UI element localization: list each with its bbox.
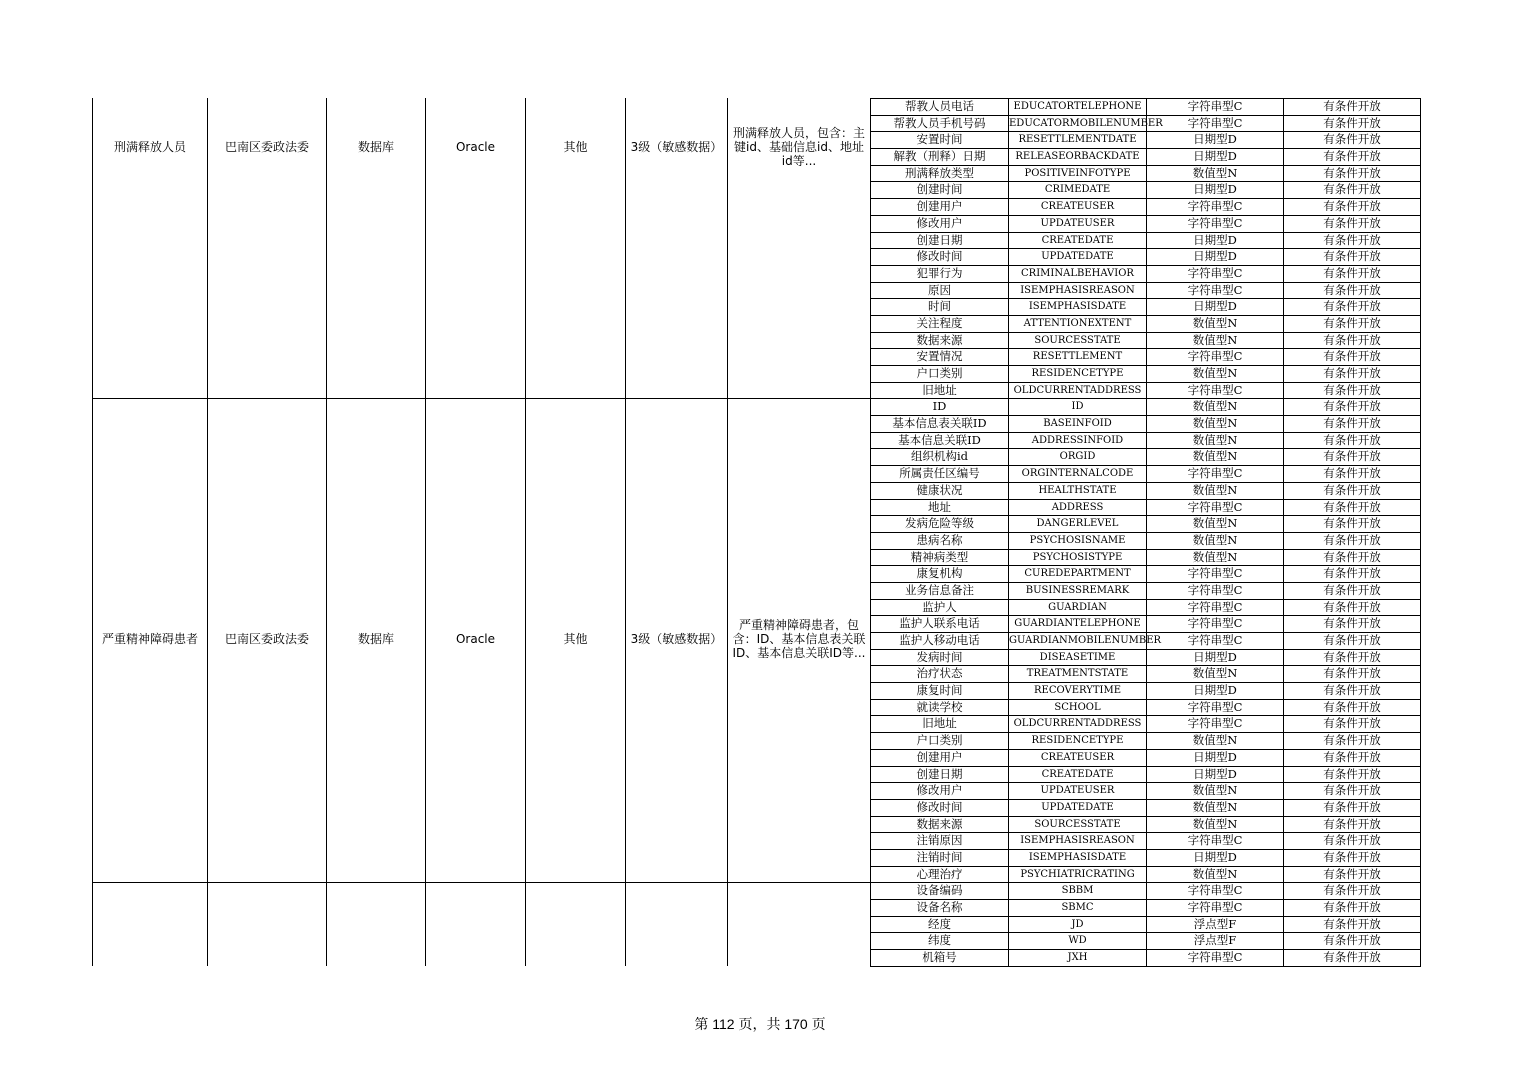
field-type: 日期型D [1147, 249, 1284, 265]
field-code: UPDATEDATE [1009, 249, 1147, 265]
field-open-status: 有条件开放 [1284, 917, 1421, 933]
field-type: 数值型N [1147, 533, 1284, 549]
field-code: CREATEDATE [1009, 233, 1147, 249]
field-code: SCHOOL [1009, 700, 1147, 716]
field-type: 字符串型C [1147, 99, 1284, 115]
field-row [871, 867, 1421, 884]
field-row [871, 600, 1421, 617]
record-department: 巴南区委政法委 [224, 140, 309, 154]
field-type: 数值型N [1147, 399, 1284, 415]
field-row [871, 333, 1421, 350]
field-row [871, 733, 1421, 750]
field-type: 字符串型C [1147, 116, 1284, 132]
record-category: 其他 [563, 140, 588, 154]
field-type: 字符串型C [1147, 566, 1284, 582]
field-type: 日期型D [1147, 850, 1284, 866]
field-type: 日期型D [1147, 182, 1284, 198]
field-open-status: 有条件开放 [1284, 716, 1421, 732]
field-open-status: 有条件开放 [1284, 366, 1421, 382]
field-code: RESETTLEMENTDATE [1009, 132, 1147, 148]
field-code: ID [1009, 399, 1147, 415]
field-code: CUREDEPARTMENT [1009, 566, 1147, 582]
field-type: 字符串型C [1147, 349, 1284, 365]
field-row [871, 950, 1421, 967]
field-type: 日期型D [1147, 650, 1284, 666]
field-type: 日期型D [1147, 233, 1284, 249]
field-open-status: 有条件开放 [1284, 216, 1421, 232]
field-open-status: 有条件开放 [1284, 199, 1421, 215]
field-code: BASEINFOID [1009, 416, 1147, 432]
field-open-status: 有条件开放 [1284, 233, 1421, 249]
field-row [871, 182, 1421, 199]
field-row [871, 166, 1421, 183]
field-row [871, 550, 1421, 567]
column-divider [727, 98, 728, 966]
field-open-status: 有条件开放 [1284, 399, 1421, 415]
field-open-status: 有条件开放 [1284, 316, 1421, 332]
field-code: ATTENTIONEXTENT [1009, 316, 1147, 332]
column-divider [207, 98, 208, 966]
field-type: 数值型N [1147, 783, 1284, 799]
field-chinese-name: 经度 [871, 917, 1009, 933]
record-description: 刑满释放人员，包含：主键id、基础信息id、地址id等... [732, 126, 865, 168]
field-open-status: 有条件开放 [1284, 583, 1421, 599]
field-open-status: 有条件开放 [1284, 449, 1421, 465]
field-row [871, 666, 1421, 683]
field-row [871, 116, 1421, 133]
field-type: 数值型N [1147, 433, 1284, 449]
field-type: 数值型N [1147, 316, 1284, 332]
column-divider [625, 98, 626, 966]
field-chinese-name: 纬度 [871, 933, 1009, 949]
column-divider [326, 98, 327, 966]
field-code: PSYCHOSISNAME [1009, 533, 1147, 549]
field-type: 数值型N [1147, 817, 1284, 833]
field-type: 字符串型C [1147, 883, 1284, 899]
field-row [871, 500, 1421, 517]
record-resource-type: 数据库 [357, 140, 394, 154]
field-row [871, 767, 1421, 784]
field-code: CREATEUSER [1009, 750, 1147, 766]
field-chinese-name: 基本信息关联ID [871, 433, 1009, 449]
field-open-status: 有条件开放 [1284, 132, 1421, 148]
field-code: CRIMEDATE [1009, 182, 1147, 198]
field-open-status: 有条件开放 [1284, 116, 1421, 132]
field-type: 字符串型C [1147, 600, 1284, 616]
field-code: POSITIVEINFOTYPE [1009, 166, 1147, 182]
field-code: CREATEDATE [1009, 767, 1147, 783]
field-code: OLDCURRENTADDRESS [1009, 383, 1147, 399]
column-divider [425, 98, 426, 966]
field-chinese-name: 就读学校 [871, 700, 1009, 716]
field-code: DANGERLEVEL [1009, 516, 1147, 532]
field-type: 浮点型F [1147, 933, 1284, 949]
field-type: 数值型N [1147, 333, 1284, 349]
field-row [871, 783, 1421, 800]
record-name: 严重精神障碍患者 [101, 632, 198, 646]
field-open-status: 有条件开放 [1284, 933, 1421, 949]
field-type: 字符串型C [1147, 283, 1284, 299]
field-open-status: 有条件开放 [1284, 850, 1421, 866]
field-code: ISEMPHASISDATE [1009, 850, 1147, 866]
field-code: WD [1009, 933, 1147, 949]
field-row [871, 399, 1421, 416]
field-chinese-name: 设备名称 [871, 900, 1009, 916]
field-open-status: 有条件开放 [1284, 767, 1421, 783]
field-code: OLDCURRENTADDRESS [1009, 716, 1147, 732]
field-chinese-name: 刑满释放类型 [871, 166, 1009, 182]
field-type: 字符串型C [1147, 950, 1284, 966]
field-row [871, 249, 1421, 266]
field-open-status: 有条件开放 [1284, 700, 1421, 716]
field-type: 数值型N [1147, 166, 1284, 182]
field-code: GUARDIANTELEPHONE [1009, 616, 1147, 632]
record-divider [92, 882, 870, 883]
record-description: 严重精神障碍患者，包含：ID、基本信息表关联ID、基本信息关联ID等... [732, 618, 866, 660]
field-chinese-name: 解教（刑释）日期 [871, 149, 1009, 165]
field-type: 字符串型C [1147, 199, 1284, 215]
field-chinese-name: ID [871, 399, 1009, 415]
field-chinese-name: 基本信息表关联ID [871, 416, 1009, 432]
field-chinese-name: 犯罪行为 [871, 266, 1009, 282]
field-chinese-name: 数据来源 [871, 817, 1009, 833]
field-chinese-name: 注销原因 [871, 833, 1009, 849]
field-row [871, 349, 1421, 366]
field-open-status: 有条件开放 [1284, 733, 1421, 749]
field-row [871, 917, 1421, 934]
field-code: SBMC [1009, 900, 1147, 916]
field-code: JD [1009, 917, 1147, 933]
field-code: BUSINESSREMARK [1009, 583, 1147, 599]
field-code: EDUCATORTELEPHONE [1009, 99, 1147, 115]
field-chinese-name: 心理治疗 [871, 867, 1009, 883]
field-chinese-name: 注销时间 [871, 850, 1009, 866]
field-open-status: 有条件开放 [1284, 99, 1421, 115]
record-system: Oracle [455, 632, 496, 646]
field-open-status: 有条件开放 [1284, 650, 1421, 666]
field-type: 数值型N [1147, 733, 1284, 749]
field-code: RECOVERYTIME [1009, 683, 1147, 699]
field-row [871, 800, 1421, 817]
field-chinese-name: 原因 [871, 283, 1009, 299]
field-chinese-name: 机箱号 [871, 950, 1009, 966]
field-open-status: 有条件开放 [1284, 383, 1421, 399]
field-chinese-name: 安置情况 [871, 349, 1009, 365]
field-open-status: 有条件开放 [1284, 533, 1421, 549]
field-type: 数值型N [1147, 666, 1284, 682]
field-type: 日期型D [1147, 132, 1284, 148]
field-row [871, 533, 1421, 550]
field-row [871, 132, 1421, 149]
field-chinese-name: 精神病类型 [871, 550, 1009, 566]
field-row [871, 750, 1421, 767]
field-chinese-name: 地址 [871, 500, 1009, 516]
field-code: UPDATEUSER [1009, 783, 1147, 799]
field-chinese-name: 康复时间 [871, 683, 1009, 699]
field-chinese-name: 户口类别 [871, 733, 1009, 749]
field-type: 数值型N [1147, 516, 1284, 532]
record-divider [92, 398, 870, 399]
field-type: 字符串型C [1147, 716, 1284, 732]
field-row [871, 566, 1421, 583]
field-type: 字符串型C [1147, 700, 1284, 716]
field-code: ISEMPHASISREASON [1009, 283, 1147, 299]
field-type: 数值型N [1147, 800, 1284, 816]
field-chinese-name: 监护人 [871, 600, 1009, 616]
field-code: SOURCESSTATE [1009, 333, 1147, 349]
field-chinese-name: 所属责任区编号 [871, 466, 1009, 482]
field-open-status: 有条件开放 [1284, 600, 1421, 616]
field-chinese-name: 发病危险等级 [871, 516, 1009, 532]
field-chinese-name: 创建时间 [871, 182, 1009, 198]
field-row [871, 366, 1421, 383]
field-chinese-name: 创建用户 [871, 199, 1009, 215]
field-open-status: 有条件开放 [1284, 166, 1421, 182]
field-chinese-name: 设备编码 [871, 883, 1009, 899]
field-code: PSYCHOSISTYPE [1009, 550, 1147, 566]
field-type: 日期型D [1147, 767, 1284, 783]
field-code: SOURCESSTATE [1009, 817, 1147, 833]
field-open-status: 有条件开放 [1284, 349, 1421, 365]
field-row [871, 650, 1421, 667]
field-type: 日期型D [1147, 683, 1284, 699]
field-row [871, 583, 1421, 600]
field-code: ADDRESSINFOID [1009, 433, 1147, 449]
field-row [871, 233, 1421, 250]
field-row [871, 900, 1421, 917]
field-open-status: 有条件开放 [1284, 433, 1421, 449]
field-code: RESIDENCETYPE [1009, 733, 1147, 749]
field-row [871, 817, 1421, 834]
field-type: 数值型N [1147, 366, 1284, 382]
field-chinese-name: 业务信息备注 [871, 583, 1009, 599]
field-chinese-name: 监护人联系电话 [871, 616, 1009, 632]
field-type: 字符串型C [1147, 466, 1284, 482]
field-chinese-name: 发病时间 [871, 650, 1009, 666]
field-open-status: 有条件开放 [1284, 666, 1421, 682]
field-type: 数值型N [1147, 483, 1284, 499]
field-open-status: 有条件开放 [1284, 249, 1421, 265]
field-open-status: 有条件开放 [1284, 683, 1421, 699]
field-code: DISEASETIME [1009, 650, 1147, 666]
field-open-status: 有条件开放 [1284, 900, 1421, 916]
field-open-status: 有条件开放 [1284, 817, 1421, 833]
field-type: 日期型D [1147, 149, 1284, 165]
record-resource-type: 数据库 [357, 632, 394, 646]
field-row [871, 516, 1421, 533]
field-chinese-name: 创建日期 [871, 233, 1009, 249]
field-open-status: 有条件开放 [1284, 182, 1421, 198]
field-row [871, 466, 1421, 483]
field-row [871, 199, 1421, 216]
field-code: ORGINTERNALCODE [1009, 466, 1147, 482]
field-chinese-name: 数据来源 [871, 333, 1009, 349]
field-row [871, 683, 1421, 700]
field-chinese-name: 治疗状态 [871, 666, 1009, 682]
field-type: 日期型D [1147, 750, 1284, 766]
field-chinese-name: 户口类别 [871, 366, 1009, 382]
field-code: ADDRESS [1009, 500, 1147, 516]
field-code: HEALTHSTATE [1009, 483, 1147, 499]
field-type: 字符串型C [1147, 383, 1284, 399]
field-chinese-name: 旧地址 [871, 383, 1009, 399]
field-code: ISEMPHASISREASON [1009, 833, 1147, 849]
field-type: 字符串型C [1147, 833, 1284, 849]
field-open-status: 有条件开放 [1284, 416, 1421, 432]
field-code: ORGID [1009, 449, 1147, 465]
field-chinese-name: 关注程度 [871, 316, 1009, 332]
field-code: SBBM [1009, 883, 1147, 899]
field-open-status: 有条件开放 [1284, 500, 1421, 516]
field-row [871, 266, 1421, 283]
field-row [871, 316, 1421, 333]
field-open-status: 有条件开放 [1284, 299, 1421, 315]
field-open-status: 有条件开放 [1284, 633, 1421, 649]
field-row [871, 449, 1421, 466]
field-row [871, 416, 1421, 433]
field-type: 字符串型C [1147, 583, 1284, 599]
field-chinese-name: 组织机构id [871, 449, 1009, 465]
field-row [871, 616, 1421, 633]
field-code: UPDATEDATE [1009, 800, 1147, 816]
field-open-status: 有条件开放 [1284, 466, 1421, 482]
field-chinese-name: 旧地址 [871, 716, 1009, 732]
field-type: 数值型N [1147, 449, 1284, 465]
field-open-status: 有条件开放 [1284, 266, 1421, 282]
field-chinese-name: 康复机构 [871, 566, 1009, 582]
field-type: 字符串型C [1147, 633, 1284, 649]
field-code: GUARDIAN [1009, 600, 1147, 616]
field-code: EDUCATORMOBILENUMBER [1009, 116, 1147, 132]
field-row [871, 149, 1421, 166]
field-code: UPDATEUSER [1009, 216, 1147, 232]
field-open-status: 有条件开放 [1284, 550, 1421, 566]
field-open-status: 有条件开放 [1284, 867, 1421, 883]
field-code: RELEASEORBACKDATE [1009, 149, 1147, 165]
field-type: 字符串型C [1147, 616, 1284, 632]
field-code: TREATMENTSTATE [1009, 666, 1147, 682]
field-row [871, 883, 1421, 900]
field-type: 日期型D [1147, 299, 1284, 315]
field-open-status: 有条件开放 [1284, 616, 1421, 632]
record-department: 巴南区委政法委 [224, 632, 309, 646]
field-row [871, 933, 1421, 950]
field-type: 字符串型C [1147, 900, 1284, 916]
field-chinese-name: 修改用户 [871, 216, 1009, 232]
field-chinese-name: 监护人移动电话 [871, 633, 1009, 649]
field-row [871, 716, 1421, 733]
field-open-status: 有条件开放 [1284, 483, 1421, 499]
field-chinese-name: 时间 [871, 299, 1009, 315]
field-row [871, 633, 1421, 650]
field-type: 字符串型C [1147, 500, 1284, 516]
field-open-status: 有条件开放 [1284, 750, 1421, 766]
record-level: 3级（敏感数据） [630, 632, 723, 646]
field-code: RESIDENCETYPE [1009, 366, 1147, 382]
field-open-status: 有条件开放 [1284, 883, 1421, 899]
record-system: Oracle [455, 140, 496, 154]
field-chinese-name: 患病名称 [871, 533, 1009, 549]
field-open-status: 有条件开放 [1284, 833, 1421, 849]
field-chinese-name: 帮教人员手机号码 [871, 116, 1009, 132]
field-row [871, 383, 1421, 400]
field-open-status: 有条件开放 [1284, 800, 1421, 816]
field-type: 字符串型C [1147, 216, 1284, 232]
field-chinese-name: 修改时间 [871, 800, 1009, 816]
field-open-status: 有条件开放 [1284, 333, 1421, 349]
field-open-status: 有条件开放 [1284, 149, 1421, 165]
field-code: JXH [1009, 950, 1147, 966]
field-chinese-name: 健康状况 [871, 483, 1009, 499]
field-chinese-name: 创建用户 [871, 750, 1009, 766]
field-chinese-name: 帮教人员电话 [871, 99, 1009, 115]
field-row [871, 833, 1421, 850]
field-open-status: 有条件开放 [1284, 783, 1421, 799]
column-divider [525, 98, 526, 966]
field-type: 数值型N [1147, 416, 1284, 432]
field-type: 字符串型C [1147, 266, 1284, 282]
field-row [871, 700, 1421, 717]
field-row [871, 99, 1421, 116]
field-chinese-name: 修改时间 [871, 249, 1009, 265]
record-category: 其他 [563, 632, 588, 646]
field-code: PSYCHIATRICRATING [1009, 867, 1147, 883]
field-type: 数值型N [1147, 550, 1284, 566]
field-row [871, 483, 1421, 500]
field-code: CREATEUSER [1009, 199, 1147, 215]
field-open-status: 有条件开放 [1284, 566, 1421, 582]
field-open-status: 有条件开放 [1284, 516, 1421, 532]
field-chinese-name: 修改用户 [871, 783, 1009, 799]
field-row [871, 299, 1421, 316]
field-code: ISEMPHASISDATE [1009, 299, 1147, 315]
field-type: 数值型N [1147, 867, 1284, 883]
field-code: GUARDIANMOBILENUMBER [1009, 633, 1147, 649]
field-code: CRIMINALBEHAVIOR [1009, 266, 1147, 282]
field-chinese-name: 创建日期 [871, 767, 1009, 783]
record-name: 刑满释放人员 [113, 140, 186, 154]
field-row [871, 283, 1421, 300]
table-border-left [92, 98, 93, 966]
page-number: 第 112 页，共 170 页 [694, 1016, 826, 1032]
field-row [871, 850, 1421, 867]
field-row [871, 433, 1421, 450]
field-open-status: 有条件开放 [1284, 283, 1421, 299]
field-type: 浮点型F [1147, 917, 1284, 933]
field-table [870, 98, 1421, 967]
field-row [871, 216, 1421, 233]
field-code: RESETTLEMENT [1009, 349, 1147, 365]
record-level: 3级（敏感数据） [630, 140, 723, 154]
field-chinese-name: 安置时间 [871, 132, 1009, 148]
field-open-status: 有条件开放 [1284, 950, 1421, 966]
